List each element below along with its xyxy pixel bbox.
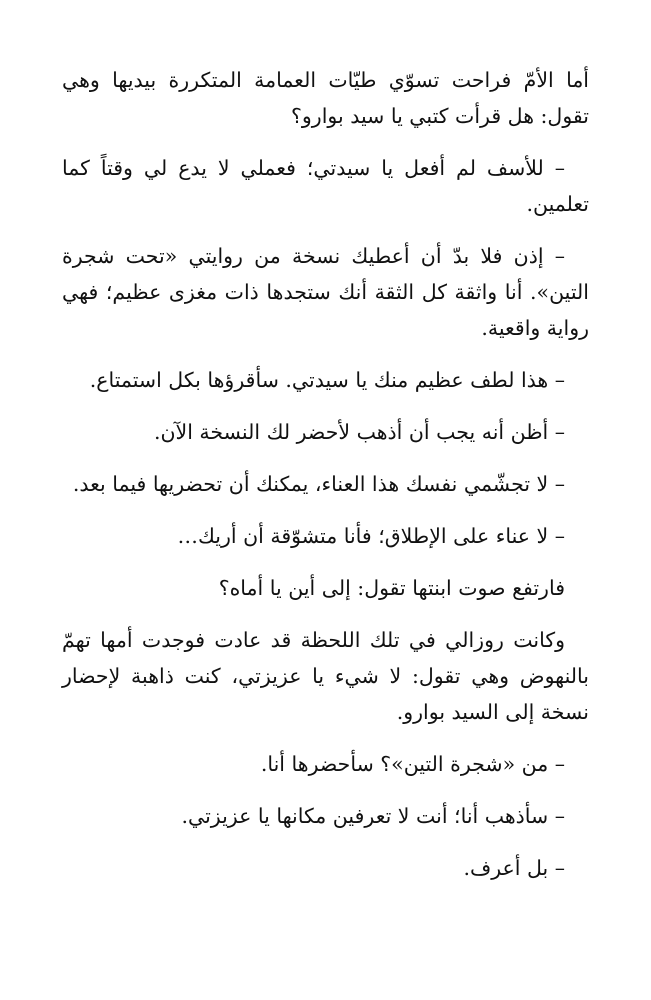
paragraph-7: – لا عناء على الإطلاق؛ فأنا متشوّقة أن أريك…: [177, 524, 565, 548]
book-page: [62, 62, 589, 902]
paragraph-3: – إذن فلا بدّ أن أعطيك نسخة من روايتي «تحت شجرة التين». أنا واثقة كل الثقة أنك ستجدها ذات مغزى عظيم؛ فهي رواية واقعية.: [62, 244, 589, 340]
paragraph-5: – أظن أنه يجب أن أذهب لأحضر لك النسخة الآن.: [153, 420, 565, 444]
paragraph-12: – بل أعرف.: [463, 856, 565, 880]
paragraph-8: فارتفع صوت ابنتها تقول: إلى أين يا أماه؟: [218, 576, 565, 600]
paragraph-11: – سأذهب أنا؛ أنت لا تعرفين مكانها يا عزيزتي.: [181, 804, 565, 828]
paragraph-4: – هذا لطف عظيم منك يا سيدتي. سأقرؤها بكل استمتاع.: [89, 368, 565, 392]
paragraph-6: – لا تجشّمي نفسك هذا العناء، يمكنك أن تحضريها فيما بعد.: [72, 472, 565, 496]
paragraph-1: أما الأمّ فراحت تسوّي طيّات العمامة المتكررة بيديها وهي تقول: هل قرأت كتبي يا سيد بوارو؟: [62, 68, 589, 128]
paragraph-9: وكانت روزالي في تلك اللحظة قد عادت فوجدت أمها تهمّ بالنهوض وهي تقول: لا شيء يا عزيزتي، كنت ذاهبة لإحضار نسخة إلى السيد بوارو.: [62, 628, 589, 724]
paragraph-2: – للأسف لم أفعل يا سيدتي؛ فعملي لا يدع لي وقتاً كما تعلمين.: [62, 156, 589, 216]
paragraph-10: – من «شجرة التين»؟ سأحضرها أنا.: [260, 752, 565, 776]
